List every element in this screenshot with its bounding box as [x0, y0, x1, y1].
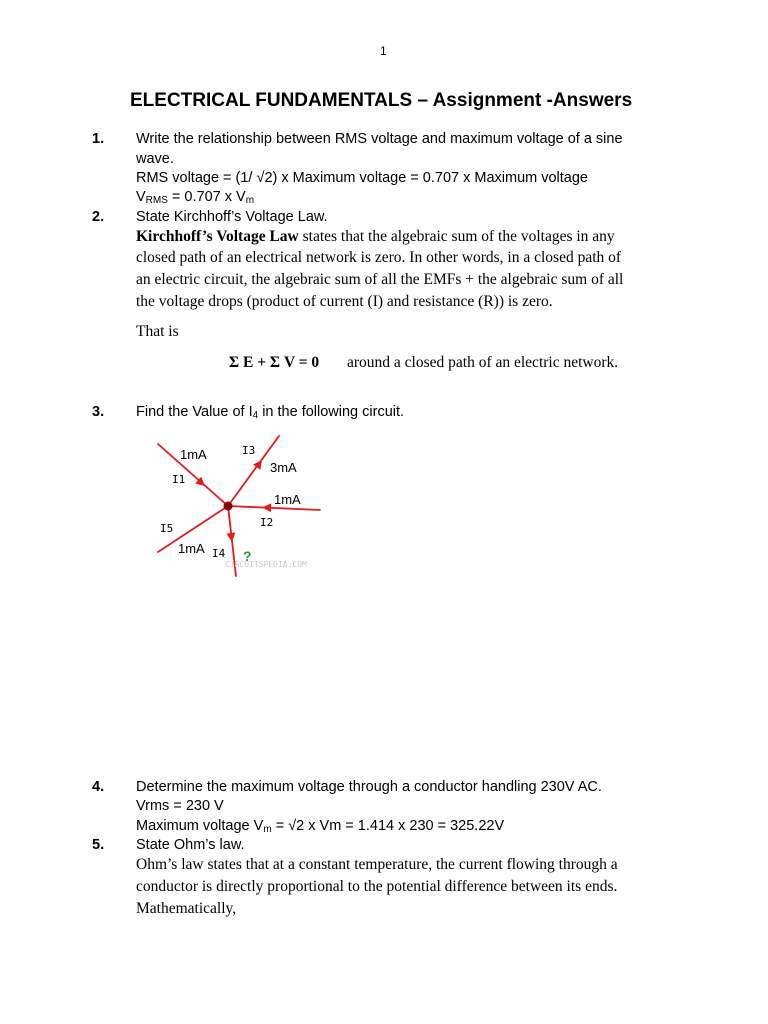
label-i4: I4	[212, 547, 226, 560]
q4-answer-line1: Vrms = 230 V	[136, 798, 224, 814]
q2-number: 2.	[92, 209, 105, 225]
q1-question-line2: wave.	[136, 151, 174, 167]
watermark: CIRCUITSPEDIA.COM	[225, 560, 307, 569]
label-i2: I2	[260, 516, 274, 529]
kvl-equation: Σ E + Σ V = 0	[229, 354, 320, 371]
kcl-circuit-diagram	[150, 430, 340, 580]
q1-answer-line2	[136, 189, 254, 205]
q3-question	[136, 404, 404, 420]
q1-m-subscript: m	[245, 195, 255, 206]
q2-answer-line4: the voltage drops (product of current (I) and resistance (R)) is zero.	[136, 293, 553, 310]
arrow-i2	[262, 503, 271, 512]
label-3ma: 3mA	[270, 460, 297, 475]
q2-question: State Kirchhoff’s Voltage Law.	[136, 209, 328, 225]
label-i1: I1	[172, 473, 186, 486]
kvl-equation-note: around a closed path of an electric network.	[347, 354, 619, 371]
q2-answer-line2: closed path of an electrical network is zero. In other words, in a closed path of	[136, 249, 622, 266]
q1-answer-mid: = 0.707 x V	[167, 189, 246, 205]
q2-line1-rest: states that the algebraic sum of the voltages in any	[298, 228, 615, 245]
q1-question-line1: Write the relationship between RMS voltage and maximum voltage of a sine	[136, 131, 623, 147]
q3-number: 3.	[92, 404, 105, 420]
q1-rms-subscript: RMS	[145, 195, 168, 206]
q5-answer-line2: conductor is directly proportional to the potential difference between its ends.	[136, 878, 618, 895]
q4-m-subscript: m	[263, 824, 272, 835]
arrow-i4	[226, 533, 236, 543]
page-title: ELECTRICAL FUNDAMENTALS – Assignment -Answers	[130, 90, 633, 111]
label-i3: I3	[242, 444, 256, 457]
q4-line2-pre: Maximum voltage V	[136, 818, 264, 834]
q1-number: 1.	[92, 131, 105, 147]
q2-that-is: That is	[136, 323, 179, 340]
q3-i4-subscript: 4	[252, 410, 259, 421]
kvl-term: Kirchhoff’s Voltage Law	[136, 228, 299, 245]
q5-answer-line3: Mathematically,	[136, 900, 237, 917]
junction-node	[224, 502, 233, 511]
label-1ma-top: 1mA	[180, 447, 207, 462]
q4-answer-line2	[136, 818, 504, 834]
unknown-question-mark: ?	[243, 548, 252, 564]
q1-v-symbol: V	[136, 189, 146, 205]
q5-question: State Ohm’s law.	[136, 837, 245, 853]
q1-answer-line1: RMS voltage = (1/ √2) x Maximum voltage = 0.707 x Maximum voltage	[136, 170, 588, 186]
q4-question: Determine the maximum voltage through a conductor handling 230V AC.	[136, 779, 602, 795]
q4-line2-post: = √2 x Vm = 1.414 x 230 = 325.22V	[271, 818, 505, 834]
label-i5: I5	[160, 522, 174, 535]
q4-number: 4.	[92, 779, 105, 795]
q2-answer-line3: an electric circuit, the algebraic sum of all the EMFs + the algebraic sum of all	[136, 271, 624, 288]
label-1ma-right: 1mA	[274, 492, 301, 507]
q5-answer-line1: Ohm’s law states that at a constant temperature, the current flowing through a	[136, 856, 618, 873]
label-1ma-bottom: 1mA	[178, 541, 205, 556]
q2-answer-line1	[136, 228, 615, 246]
page-number: 1	[380, 44, 387, 58]
q3-question-post: in the following circuit.	[258, 404, 405, 420]
q3-question-pre: Find the Value of I	[136, 404, 253, 420]
q5-number: 5.	[92, 837, 105, 853]
